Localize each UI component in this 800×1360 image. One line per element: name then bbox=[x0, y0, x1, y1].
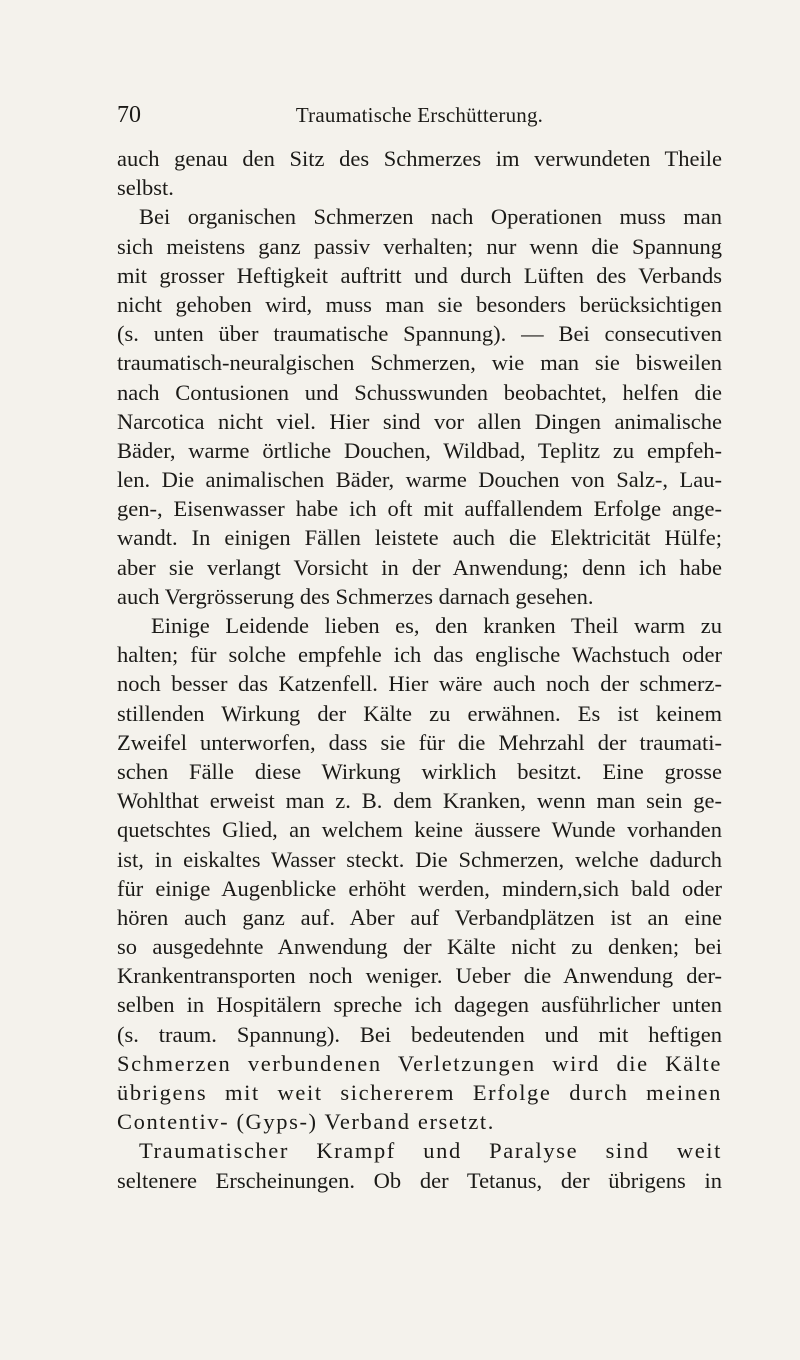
text-line: übrigens mit weit sichererem Erfolge durch meinen bbox=[117, 1080, 722, 1105]
text-line: Bäder, warme örtliche Douchen, Wildbad, Teplitz zu empfeh- bbox=[117, 437, 722, 463]
text-line: aber sie verlangt Vorsicht in der Anwendung; denn ich habe bbox=[117, 554, 722, 580]
text-line: auch Vergrösserung des Schmerzes darnach gesehen. bbox=[117, 583, 594, 609]
text-line: Krankentransporten noch weniger. Ueber die Anwendung der- bbox=[117, 963, 722, 989]
text-line: gen-, Eisenwasser habe ich oft mit auffallendem Erfolge ange- bbox=[117, 496, 722, 522]
text-line: Contentiv- (Gyps-) Verband ersetzt. bbox=[117, 1109, 495, 1135]
text-line: Zweifel unterworfen, dass sie für die Mehrzahl der traumati- bbox=[117, 729, 722, 755]
text-line: quetschtes Glied, an welchem keine äussere Wunde vorhanden bbox=[117, 817, 722, 843]
text-line: nach Contusionen und Schusswunden beobachtet, helfen die bbox=[117, 379, 722, 405]
text-line: halten; für solche empfehle ich das englische Wachstuch oder bbox=[117, 642, 722, 668]
text-line: len. Die animalischen Bäder, warme Douchen von Salz-, Lau- bbox=[117, 467, 722, 493]
page-header bbox=[117, 100, 722, 130]
text-line: Schmerzen verbundenen Verletzungen wird die Kälte bbox=[117, 1050, 722, 1076]
text-line: noch besser das Katzenfell. Hier wäre auch noch der schmerz- bbox=[117, 671, 722, 697]
text-line: mit grosser Heftigkeit auftritt und durch Lüften des Verbands bbox=[117, 262, 722, 288]
text-line: stillenden Wirkung der Kälte zu erwähnen. Es ist keinem bbox=[117, 700, 722, 726]
body-text bbox=[117, 144, 722, 1195]
text-line: nicht gehoben wird, muss man sie besonders berücksichtigen bbox=[117, 291, 722, 317]
text-line: für einige Augenblicke erhöht werden, mindern,sich bald oder bbox=[117, 875, 722, 901]
text-line: (s. unten über traumatische Spannung). — Bei consecutiven bbox=[117, 321, 722, 347]
text-line: selbst. bbox=[117, 175, 174, 201]
text-line: (s. traum. Spannung). Bei bedeutenden und mit heftigen bbox=[117, 1021, 722, 1047]
text-line: Narcotica nicht viel. Hier sind vor allen Dingen animalische bbox=[117, 408, 722, 434]
text-line: auch genau den Sitz des Schmerzes im verwundeten Theile bbox=[117, 146, 722, 171]
text-line: Bei organischen Schmerzen nach Operationen muss man bbox=[139, 204, 722, 230]
page-number: 70 bbox=[117, 102, 141, 128]
text-line: Traumatischer Krampf und Paralyse sind weit bbox=[139, 1138, 722, 1164]
text-line: sich meistens ganz passiv verhalten; nur wenn die Spannung bbox=[117, 233, 722, 259]
text-line: so ausgedehnte Anwendung der Kälte nicht zu denken; bei bbox=[117, 934, 722, 960]
text-line: Einige Leidende lieben es, den kranken Theil warm zu bbox=[151, 613, 722, 638]
text-line: seltenere Erscheinungen. Ob der Tetanus, der übrigens in bbox=[117, 1167, 722, 1193]
text-line: ist, in eiskaltes Wasser steckt. Die Schmerzen, welche dadurch bbox=[117, 846, 722, 872]
text-line: Wohlthat erweist man z. B. dem Kranken, wenn man sein ge- bbox=[117, 788, 722, 814]
text-line: traumatisch-neuralgischen Schmerzen, wie man sie bisweilen bbox=[117, 350, 722, 376]
text-line: hören auch ganz auf. Aber auf Verbandplätzen ist an eine bbox=[117, 904, 722, 930]
running-title: Traumatische Erschütterung. bbox=[295, 103, 544, 127]
text-line: wandt. In einigen Fällen leistete auch die Elektricität Hülfe; bbox=[117, 525, 722, 551]
text-line: schen Fälle diese Wirkung wirklich besitzt. Eine grosse bbox=[117, 758, 722, 784]
text-line: selben in Hospitälern spreche ich dagegen ausführlicher unten bbox=[117, 992, 722, 1018]
